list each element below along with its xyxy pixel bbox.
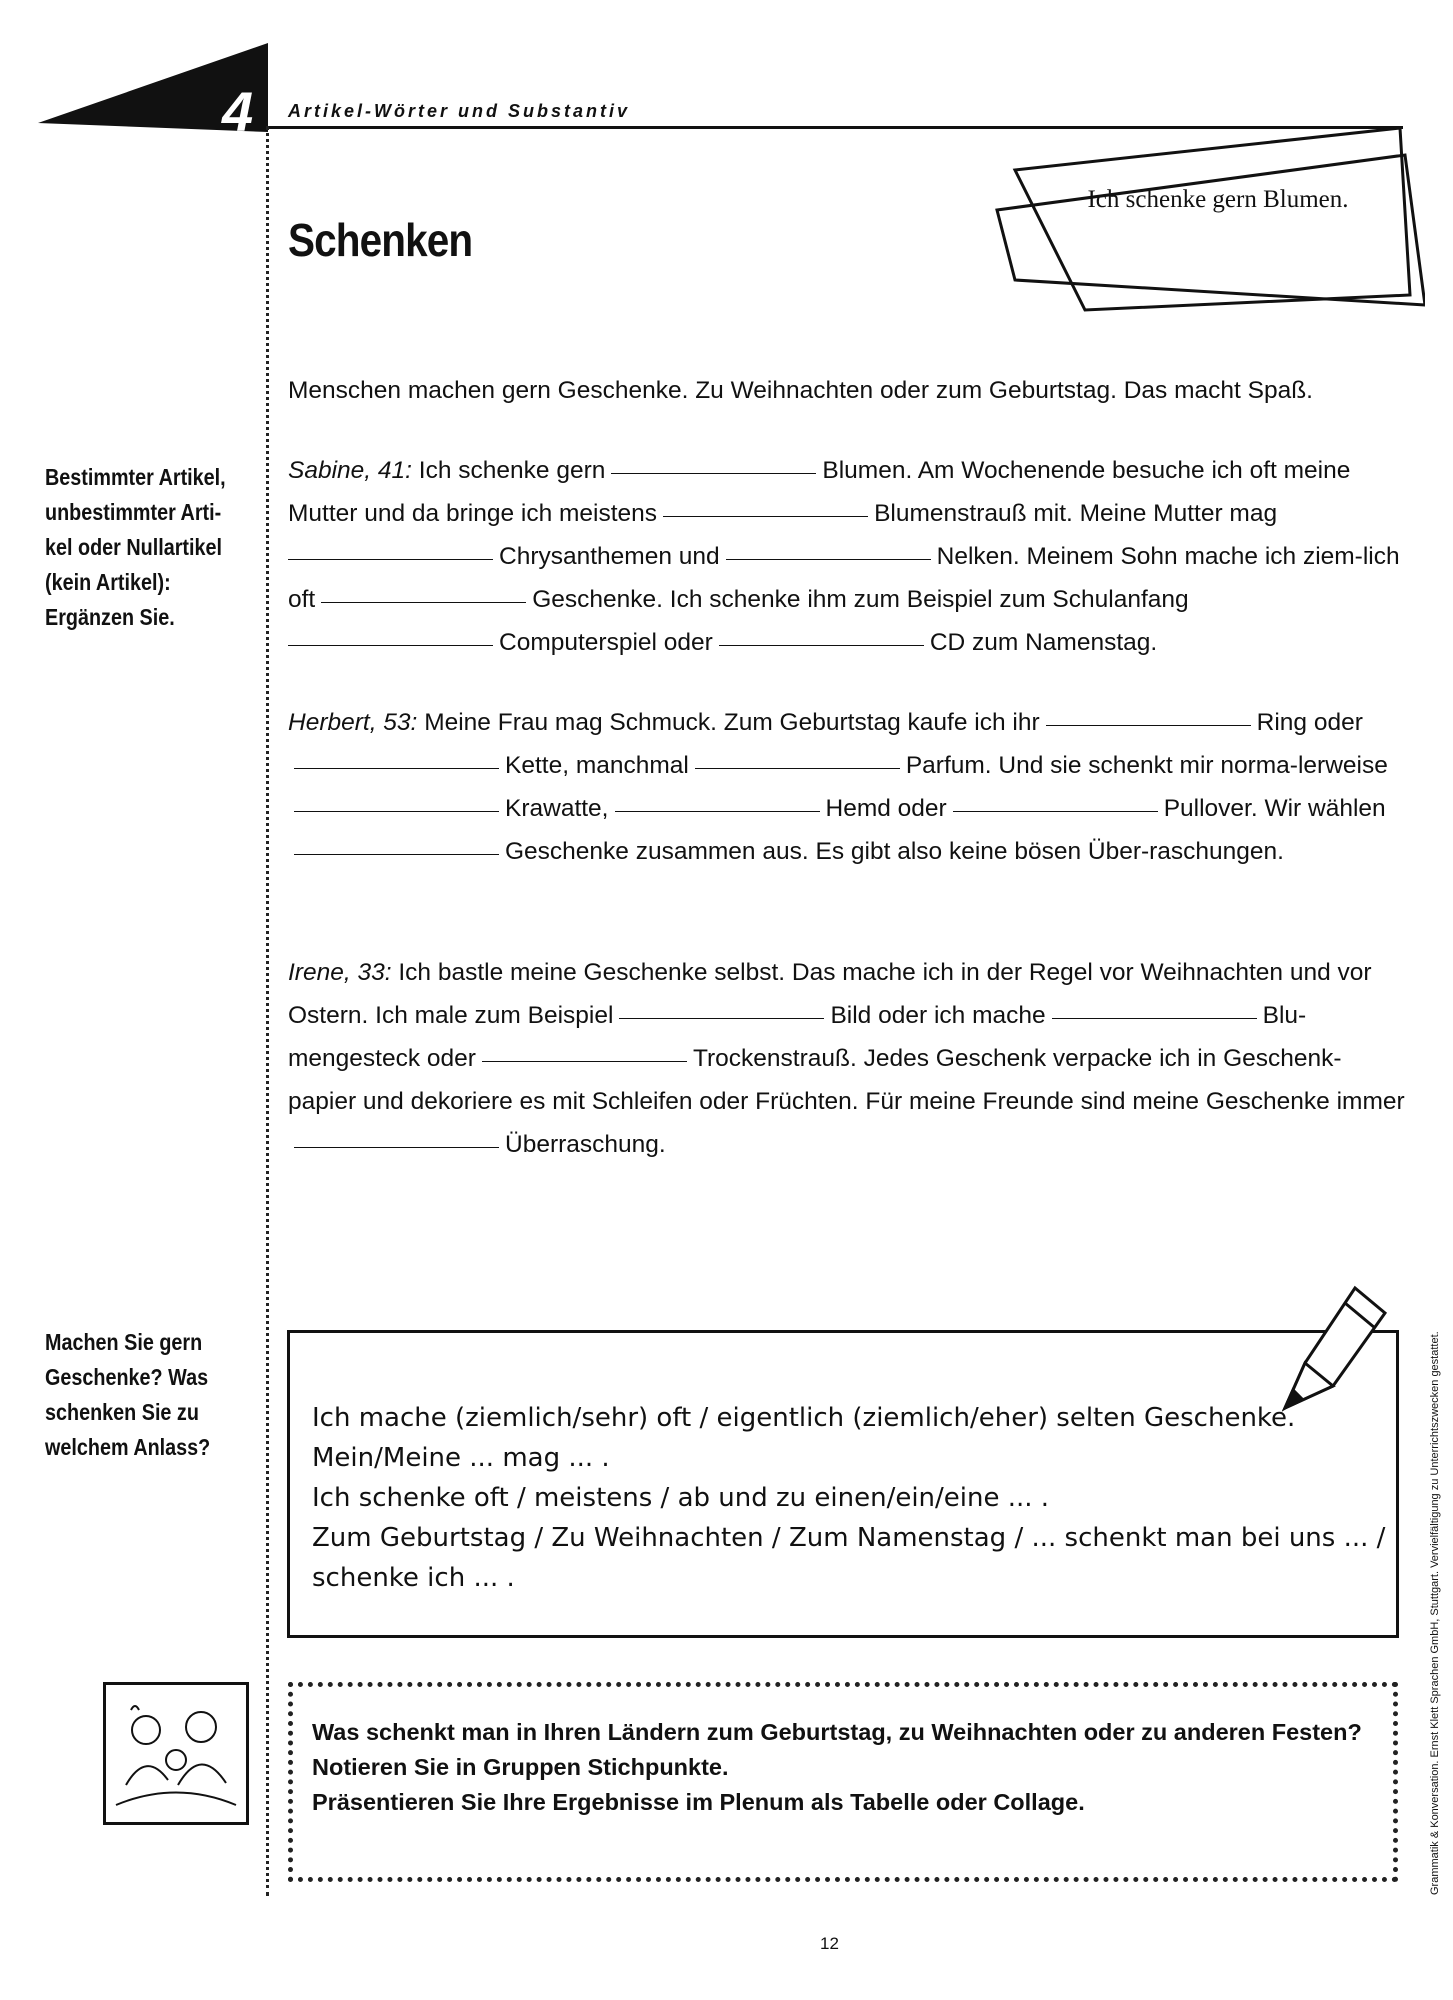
blank-field[interactable]: [288, 558, 493, 560]
blank-field[interactable]: [695, 767, 900, 769]
phrase: Ich schenke oft / meistens / ab und zu einen/ein/eine ... .: [312, 1483, 1050, 1513]
example-frame: [985, 120, 1425, 330]
task-item: Notieren Sie in Gruppen Stichpunkte.: [312, 1754, 729, 1780]
copyright-note: Grammatik & Konversation. Ernst Klett Sprachen GmbH, Stuttgart. Vervielfältigung zu Unterrichtszwecken gestattet.: [1429, 1331, 1441, 1895]
blank-field[interactable]: [294, 810, 499, 812]
side-note-articles: Bestimmter Artikel, unbestimmter Arti-kel oder Nullartikel (kein Artikel): Ergänzen Sie.: [45, 464, 226, 630]
blank-field[interactable]: [615, 810, 820, 812]
margin-dotted-line: [266, 126, 269, 1896]
phrase-list: [312, 1398, 1392, 1598]
task-item: Präsentieren Sie Ihre Ergebnisse im Plenum als Tabelle oder Collage.: [312, 1789, 1085, 1815]
blank-field[interactable]: [719, 644, 924, 646]
blank-field[interactable]: [294, 767, 499, 769]
chapter-title: Artikel-Wörter und Substantiv: [288, 101, 631, 121]
task-item: Was schenkt man in Ihren Ländern zum Geburtstag, zu Weihnachten oder zu anderen Festen?: [312, 1719, 1362, 1745]
blank-field[interactable]: [953, 810, 1158, 812]
blank-field[interactable]: [611, 472, 816, 474]
page-title: Schenken: [288, 214, 473, 266]
phrase: Mein/Meine ... mag ... .: [312, 1443, 610, 1473]
blank-field[interactable]: [294, 1146, 499, 1148]
side-note-gift-question: Machen Sie gern Geschenke? Was schenken Sie zu welchem Anlass?: [45, 1329, 211, 1460]
blank-field[interactable]: [482, 1060, 687, 1062]
group-discussion-illustration: [103, 1682, 249, 1825]
speaker-name: Herbert, 53:: [288, 709, 418, 736]
blank-field[interactable]: [321, 601, 526, 603]
blank-field[interactable]: [663, 515, 868, 517]
page-number: 12: [820, 1934, 839, 1953]
blank-field[interactable]: [294, 853, 499, 855]
task-list: [312, 1715, 1372, 1820]
intro-text: Menschen machen gern Geschenke. Zu Weihnachten oder zum Geburtstag. Das macht Spaß.: [288, 377, 1313, 404]
blank-field[interactable]: [1052, 1017, 1257, 1019]
blank-field[interactable]: [619, 1017, 824, 1019]
blank-field[interactable]: [1046, 724, 1251, 726]
people-talking-icon: [106, 1685, 246, 1822]
phrase: Zum Geburtstag / Zu Weihnachten / Zum Namenstag / ... schenkt man bei uns ... / schenke ich ... .: [312, 1523, 1386, 1593]
paragraph-irene: Irene, 33: Ich bastle meine Geschenke selbst. Das mache ich in der Regel vor Weihnachten und vor Ostern. Ich male zum Beispiel Bild oder ich mache Blu-mengesteck oder Trockenstrauß. Jedes Geschenk verpacke ich in Geschenk-papier und dekoriere es mit Schleifen oder Früchten. Für meine Freunde sind meine Geschenke immerÜberraschung.: [288, 959, 1405, 1158]
blank-field[interactable]: [726, 558, 931, 560]
example-sentence: Ich schenke gern Blumen.: [1087, 186, 1349, 213]
chapter-number: 4: [222, 80, 254, 143]
blank-field[interactable]: [288, 644, 493, 646]
paragraph-herbert: Herbert, 53: Meine Frau mag Schmuck. Zum Geburtstag kaufe ich ihr Ring oderKette, manchmal Parfum. Und sie schenkt mir norma-lerweiseKrawatte, Hemd oder Pullover. Wir wählenGeschenke zusammen aus. Es gibt also keine bösen Über-raschungen.: [288, 709, 1388, 865]
phrase: Ich mache (ziemlich/sehr) oft / eigentlich (ziemlich/eher) selten Geschenke.: [312, 1403, 1296, 1433]
paragraph-sabine: Sabine, 41: Ich schenke gern Blumen. Am Wochenende besuche ich oft meine Mutter und da bringe ich meistens Blumenstrauß mit. Meine Mutter mag Chrysanthemen und Nelken. Meinem Sohn mache ich ziem-lich oft Geschenke. Ich schenke ihm zum Beispiel zum Schulanfang Computerspiel oder CD zum Namenstag.: [288, 457, 1400, 656]
speaker-name: Irene, 33:: [288, 959, 392, 986]
speaker-name: Sabine, 41:: [288, 457, 412, 484]
pencil-icon: [1265, 1268, 1395, 1418]
